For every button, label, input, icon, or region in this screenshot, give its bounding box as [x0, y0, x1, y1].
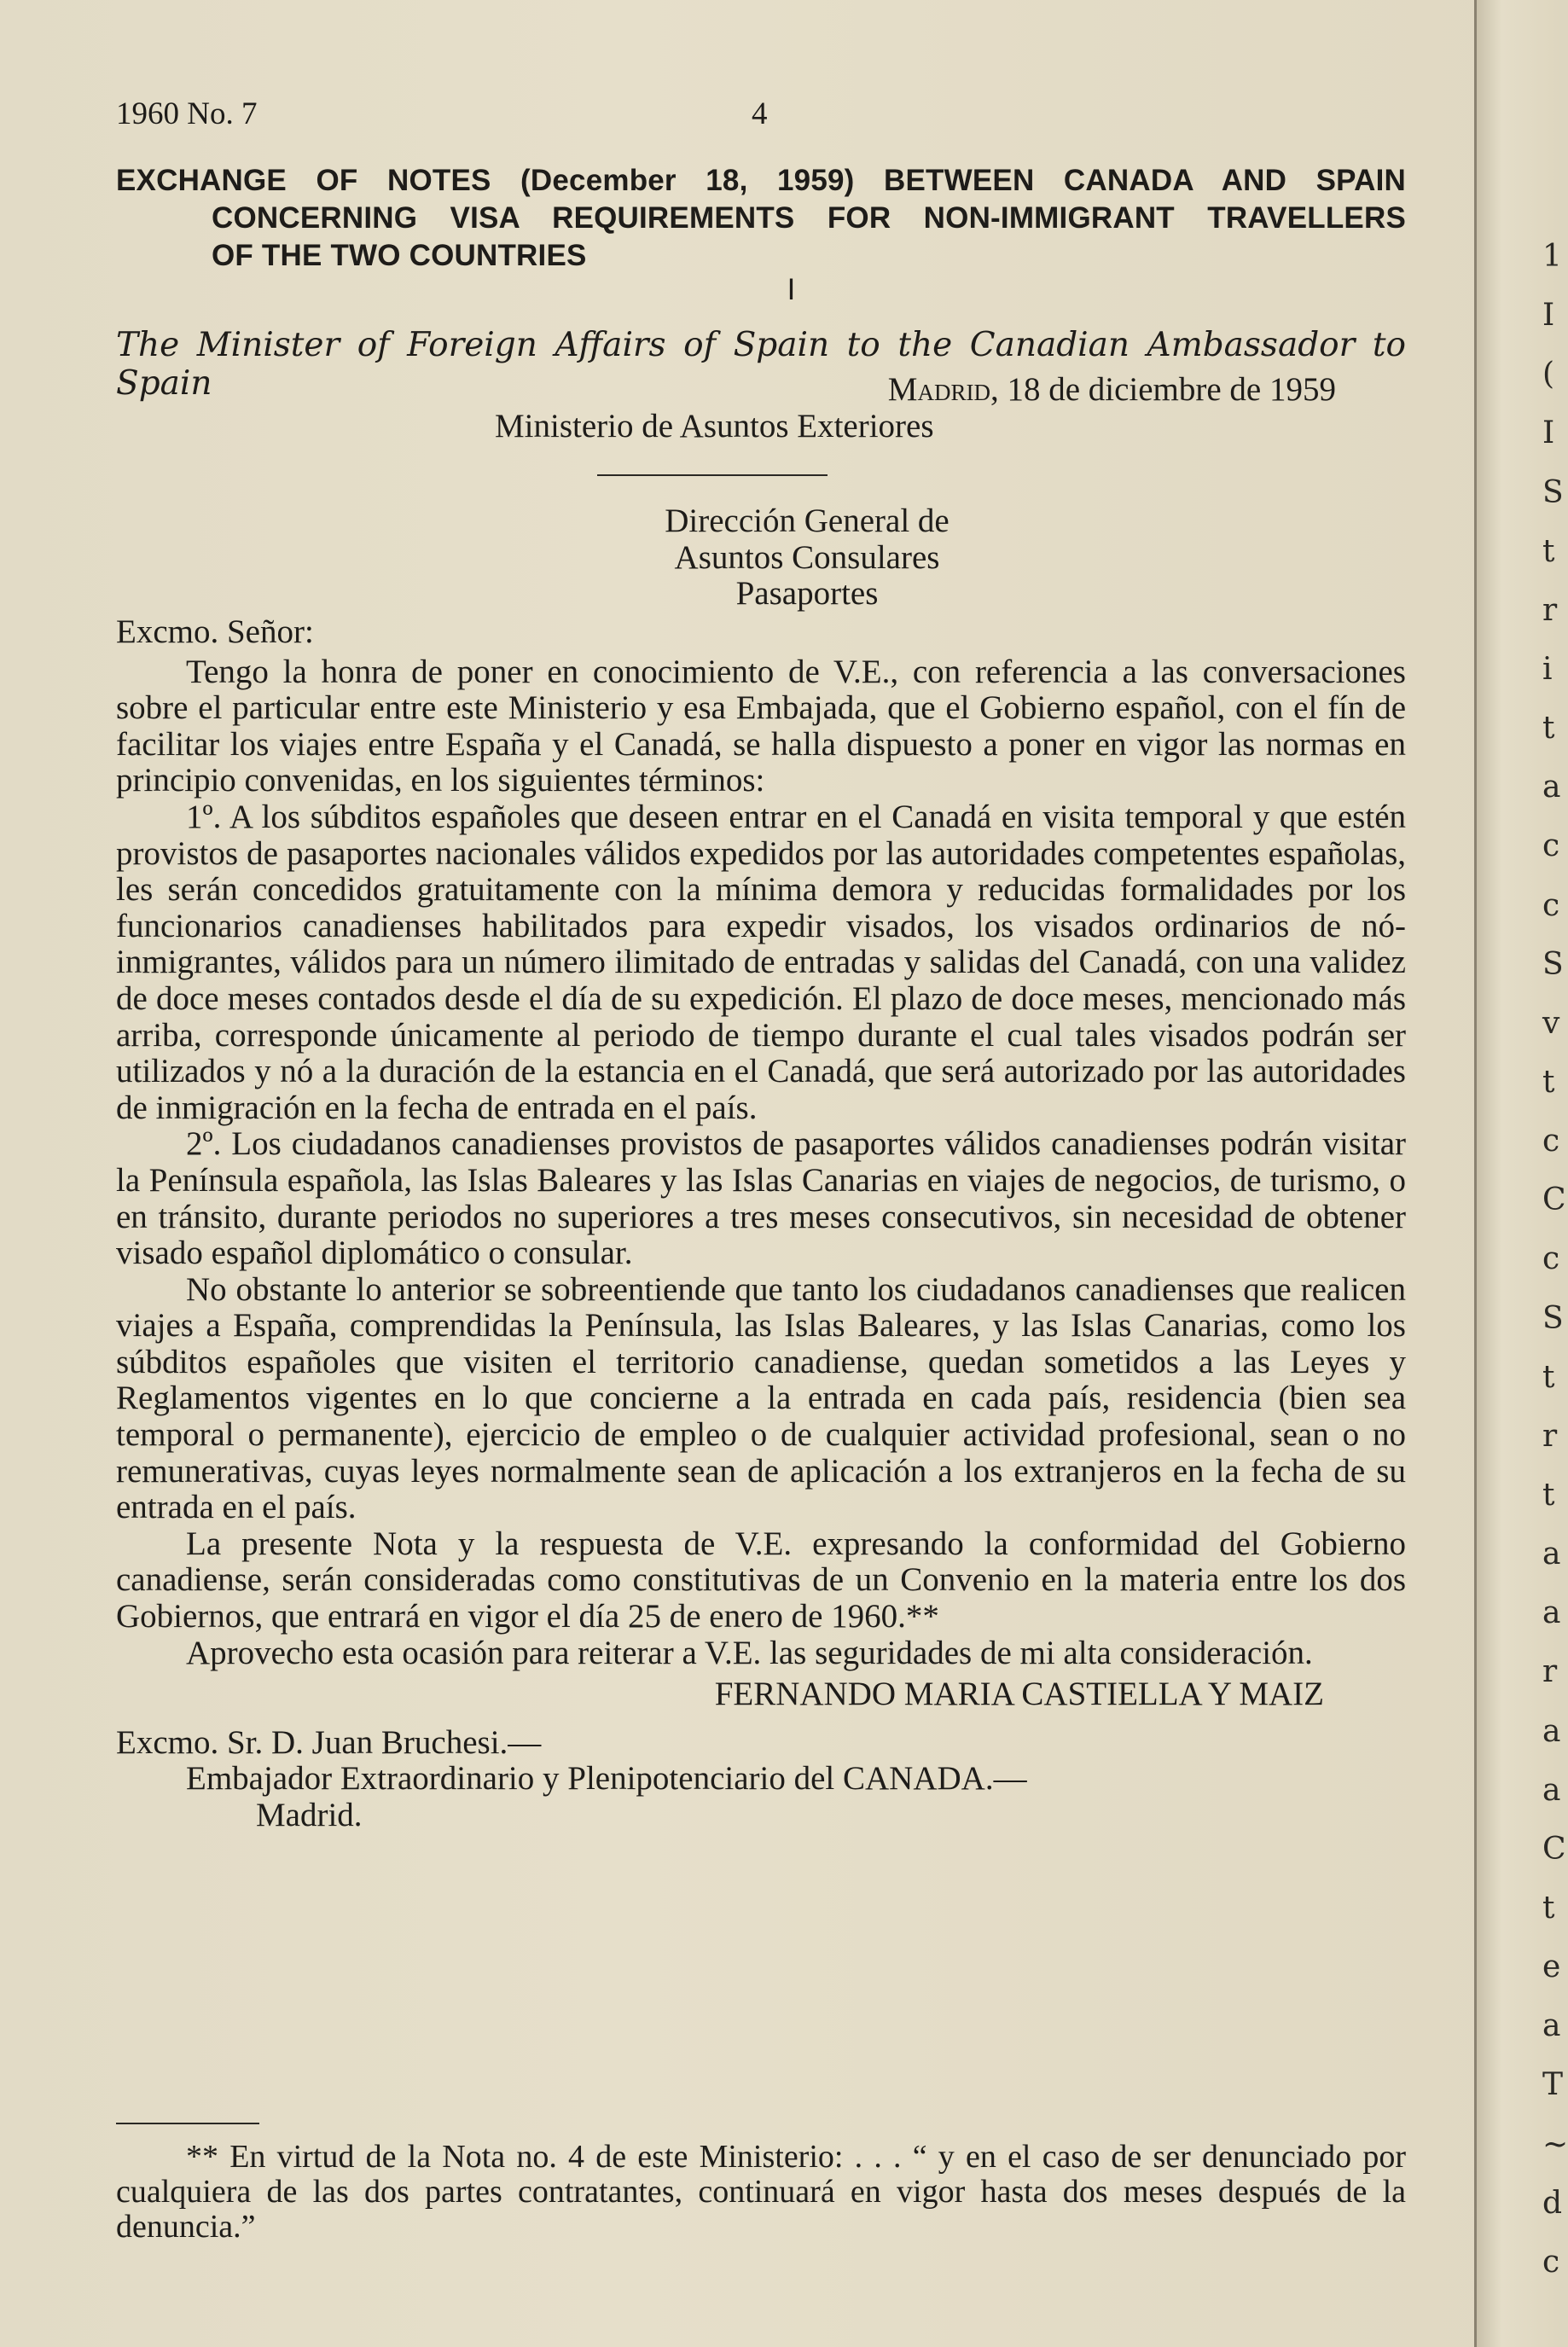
- note-body: [116, 614, 1406, 1834]
- adjacent-page-fragment: e: [1542, 1949, 1561, 1985]
- adjacent-page-fragment: ~: [1542, 2126, 1568, 2162]
- adjacent-page-fragment: t: [1542, 1478, 1555, 1513]
- adjacent-page-fragment: r: [1542, 592, 1558, 628]
- adjacent-page-fragment: t: [1542, 1359, 1555, 1395]
- salutation: Excmo. Señor:: [116, 613, 314, 650]
- place: Madrid: [887, 371, 990, 408]
- title-line-2: CONCERNING VISA REQUIREMENTS FOR NON-IMMIGRANT TRAVELLERS: [212, 201, 1406, 235]
- adjacent-page-fragment: S: [1542, 946, 1564, 982]
- adjacent-page-fragment: a: [1542, 1772, 1561, 1808]
- adjacent-page-fragment: c: [1542, 1241, 1560, 1277]
- addressee-title: Embajador Extraordinario y Plenipotenciario del CANADA.—: [186, 1760, 1027, 1798]
- adjacent-page-fragment: 1: [1542, 239, 1562, 274]
- adjacent-page-fragment: v: [1542, 1005, 1560, 1041]
- paragraph-2: 2º. Los ciudadanos canadienses provistos de pasaportes válidos canadienses podrán visitar la Península española, las Islas Baleares y las Islas Canarias en viajes de negocios, de turismo, o en tránsito, durante periodos no superiores a tres meses consecutivos, sin necesidad de obtener visado español diplomático o consular.: [116, 1125, 1406, 1272]
- header-year-number: 1960 No. 7: [116, 96, 258, 131]
- adjacent-page-fragment: (: [1542, 357, 1555, 392]
- divider-rule: [597, 474, 828, 476]
- section-numeral: I: [787, 273, 796, 306]
- addressee-city: Madrid.: [256, 1797, 363, 1833]
- department-line-3: Pasaportes: [735, 575, 879, 613]
- adjacent-page-fragment: i: [1542, 652, 1553, 687]
- dateline: [116, 372, 1406, 409]
- adjacent-page-fragment: r: [1542, 1654, 1558, 1690]
- paragraph-4: La presente Nota y la respuesta de V.E. expresando la conformidad del Gobierno canadiense, serán consideradas como constitutivas de un Convenio en la materia entre los dos Gobiernos, que entrará en vigor el día 25 de enero de 1960.**: [116, 1525, 1406, 1635]
- footnote: [116, 2140, 1406, 2245]
- title-line-3: OF THE TWO COUNTRIES: [212, 239, 587, 272]
- adjacent-page-fragment: T: [1542, 2067, 1564, 2103]
- paragraph-1: 1º. A los súbditos españoles que deseen entrar en el Canadá en visita temporal y que estén provistos de pasaportes nacionales válidos expedidos por las autoridades competentes españolas, les serán concedidos gratuitamente con la mínima demora y reducidas formalidades por los funcionarios canadienses habilitados para expedir visados, los visados ordinarios de nó-inmigrantes, válidos para un número ilimitado de entradas y salidas del Canadá, con una validez de doce meses contados desde el día de su expedición. El plazo de doce meses, mencionado más arriba, corresponde únicamente al periodo de tiempo durante el cual tales visados podrán ser utilizados y nó a la duración de la estancia en el Canadá, que será autorizado por las autoridades de inmigración en la fecha de entrada en el país.: [116, 798, 1406, 1126]
- department-line-1: Dirección General de: [665, 503, 950, 539]
- title-line-1: EXCHANGE OF NOTES (December 18, 1959) BETWEEN CANADA AND SPAIN: [116, 164, 1406, 197]
- department-block: [116, 503, 1406, 613]
- adjacent-page-fragment: c: [1542, 887, 1560, 923]
- adjacent-page-fragment: c: [1542, 828, 1560, 864]
- note-subtitle: The Minister of Foreign Affairs of Spain to the Canadian Ambassador to Spain: [116, 326, 1406, 403]
- paragraph-3: No obstante lo anterior se sobreentiende que tanto los ciudadanos canadienses que realicen viajes a España, comprendidas la Península, las Islas Baleares, y las Islas Canarias, como los súbditos españoles que visiten el territorio canadiense, quedan sometidos a las Leyes y Reglamentos vigentes en lo que concierne a la entrada en cada país, residencia (bien sea temporal o permanente), ejercicio de empleo o de cualquier actividad profesional, sean o no remunerativas, cuyas leyes normalmente sean de aplicación a los extranjeros en la fecha de su entrada en el país.: [116, 1270, 1406, 1526]
- page-number: 4: [752, 96, 768, 131]
- adjacent-page-fragment: I: [1542, 415, 1555, 451]
- footnote-rule: [116, 2123, 259, 2124]
- adjacent-page-fragment: C: [1542, 1182, 1566, 1218]
- adjacent-page-fragment: a: [1542, 1713, 1561, 1749]
- document-title: [116, 162, 1406, 275]
- adjacent-page-fragment: t: [1542, 1065, 1555, 1100]
- footnote-text: ** En virtud de la Nota no. 4 de este Ministerio: . . . “ y en el caso de ser denunciado por cualquiera de las dos partes contratantes, continuará en vigor hasta dos meses después de la denuncia.”: [116, 2139, 1406, 2245]
- paragraph-5: Aprovecho esta ocasión para reiterar a V.E. las seguridades de mi alta consideración.: [186, 1634, 1313, 1671]
- adjacent-page-fragment: I: [1542, 298, 1555, 334]
- adjacent-page-fragment: c: [1542, 1124, 1560, 1159]
- paragraph-intro: Tengo la honra de poner en conocimiento de V.E., con referencia a las conversaciones sobre el particular entre este Ministerio y esa Embajada, que el Gobierno español, con el fín de facilitar los viajes entre España y el Canadá, se halla dispuesto a poner en vigor las normas en principio convenidas, en los siguientes términos:: [116, 653, 1406, 799]
- adjacent-page-fragment: a: [1542, 770, 1561, 805]
- date: , 18 de diciembre de 1959: [990, 371, 1336, 408]
- signature: FERNANDO MARIA CASTIELLA Y MAIZ: [714, 1676, 1324, 1713]
- adjacent-page-fragment: t: [1542, 711, 1555, 747]
- adjacent-page-fragment: c: [1542, 2244, 1560, 2280]
- department-line-2: Asuntos Consulares: [674, 538, 940, 576]
- adjacent-page-edge: [1474, 0, 1559, 2347]
- adjacent-page-fragment: a: [1542, 1537, 1561, 1572]
- adjacent-page-fragment: t: [1542, 533, 1555, 569]
- date-block: [116, 372, 1406, 444]
- adjacent-page-fragment: S: [1542, 1300, 1564, 1336]
- adjacent-page-fragment: a: [1542, 2008, 1561, 2044]
- adjacent-page-fragment: a: [1542, 1595, 1561, 1631]
- adjacent-page-fragment: r: [1542, 1418, 1558, 1454]
- adjacent-page-fragment: t: [1542, 1891, 1555, 1926]
- adjacent-page-fragment: S: [1542, 474, 1564, 510]
- addressee-name: Excmo. Sr. D. Juan Bruchesi.—: [116, 1723, 542, 1761]
- adjacent-page-fragment: d: [1542, 2185, 1563, 2221]
- ministry: Ministerio de Asuntos Exteriores: [495, 407, 934, 444]
- adjacent-page-fragment: C: [1542, 1831, 1566, 1867]
